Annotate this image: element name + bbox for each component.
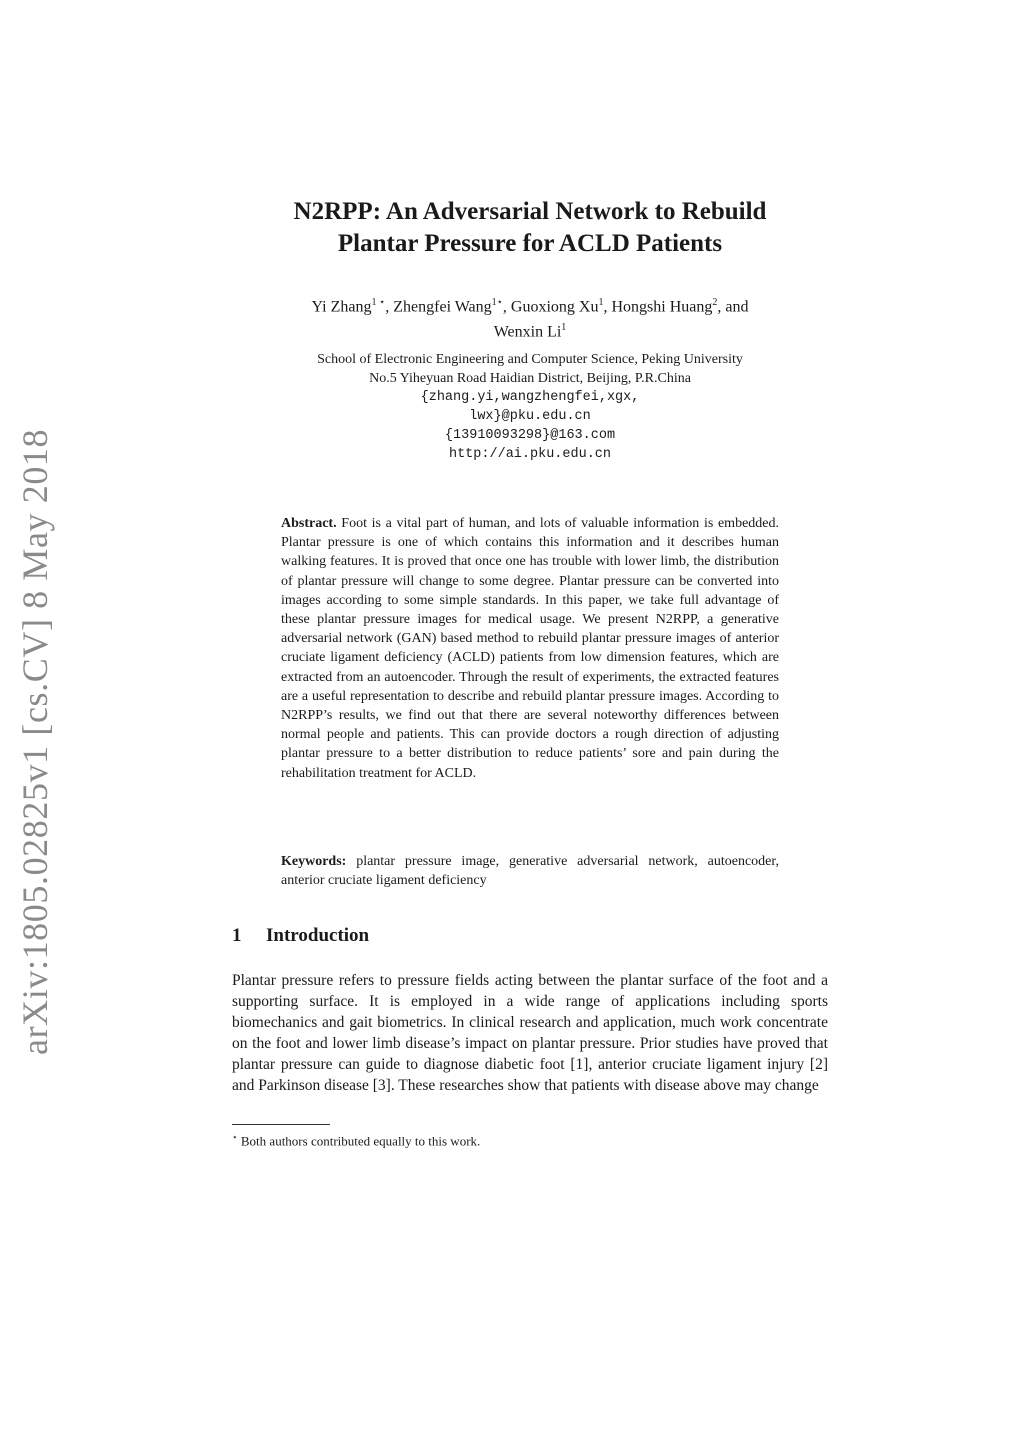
abstract-label: Abstract. — [281, 516, 337, 531]
title-line-2: Plantar Pressure for ACLD Patients — [337, 230, 723, 257]
author-name: Hongshi Huang — [611, 298, 713, 316]
section-heading — [232, 925, 369, 947]
section-number: 1 — [232, 925, 242, 946]
author-affil-mark: 1 — [561, 322, 567, 334]
author-affil-mark: 2 — [712, 297, 718, 308]
footnote-divider — [232, 1124, 330, 1125]
affiliation-email-line-2: lwx}@pku.edu.cn — [469, 409, 591, 424]
footnote-mark: ⋆ — [232, 1132, 238, 1142]
affiliation-url[interactable]: http://ai.pku.edu.cn — [448, 447, 612, 462]
keywords-label: Keywords: — [281, 854, 347, 869]
affiliation-email-line-3: {13910093298}@163.com — [444, 428, 616, 443]
affiliation-email-line-1: {zhang.yi,wangzhengfei,xgx, — [420, 390, 640, 405]
abstract — [281, 514, 779, 783]
author-conjunction: and — [725, 298, 749, 316]
introduction-paragraph: Plantar pressure refers to pressure fields acting between the plantar surface of the foot and a supporting surface. It is employed in a wide range of applications including sports biomechanics and gait biometrics. In clinical research and application, much work concentrate on the foot and lower limb disease’s impact on plantar pressure. Prior studies have proved that plantar pressure can guide to diagnose diabetic foot [1], anterior cruciate ligament injury [2] and Parkinson disease [3]. These researches show that patients with disease above may change — [232, 972, 828, 1094]
keywords — [281, 852, 779, 890]
author-affil-mark: 1 — [598, 297, 604, 308]
author-name: Guoxiong Xu — [510, 298, 599, 316]
arxiv-identifier: arXiv:1805.02825v1 [cs.CV] 8 May 2018 — [15, 428, 55, 1055]
author-affil-mark: 1 ⋆ — [371, 297, 386, 308]
abstract-text: Foot is a vital part of human, and lots of valuable information is embedded. Plantar pressure is one of which contains this information and it describes human walking features. It is proved that once one has trouble with lower limb, the distribution of plantar pressure will change to some degree. Plantar pressure can be converted into images according to some simple standards. In this paper, we take full advantage of these plantar pressure images for medical usage. We present N2RPP, a generative adversarial network (GAN) based method to rebuild plantar pressure images of anterior cruciate ligament deficiency (ACLD) patients from low dimension features, which are extracted from an autoencoder. Through the result of experiments, the extracted features are a useful representation to describe and rebuild plantar pressure images. According to N2RPP’s results, we find out that there are several noteworthy differences between normal people and patients. This can provide doctors a rough direction of adjusting plantar pressure to a better distribution to reduce patients’ sore and pain during the rehabilitation treatment for ACLD. — [281, 516, 780, 781]
author-name: Zhengfei Wang — [393, 298, 492, 316]
affiliation-block — [220, 350, 840, 464]
footnote — [232, 1129, 480, 1149]
paper-title — [180, 196, 880, 260]
author-name: Wenxin Li — [493, 323, 562, 341]
author-affil-mark: 1⋆ — [491, 297, 503, 308]
title-line-1: N2RPP: An Adversarial Network to Rebuild — [293, 198, 767, 225]
affiliation-school: School of Electronic Engineering and Computer Science, Peking University — [317, 352, 743, 367]
keywords-text: plantar pressure image, generative adversarial network, autoencoder, anterior cruciate ligament deficiency — [281, 854, 779, 889]
author-list: Yi Zhang$^{1 ⋆}$, Zhengfei Wang$^{1⋆}$, Guoxiong Xu$^1$, Hongshi Huang$^2$, and Wenxin Li$^1$ — [311, 297, 749, 341]
affiliation-address: No.5 Yiheyuan Road Haidian District, Beijing, P.R.China — [369, 371, 691, 386]
section-title: Introduction — [266, 925, 370, 946]
author-name: Yi Zhang — [311, 298, 372, 316]
footnote-text: Both authors contributed equally to this work. — [240, 1133, 481, 1149]
